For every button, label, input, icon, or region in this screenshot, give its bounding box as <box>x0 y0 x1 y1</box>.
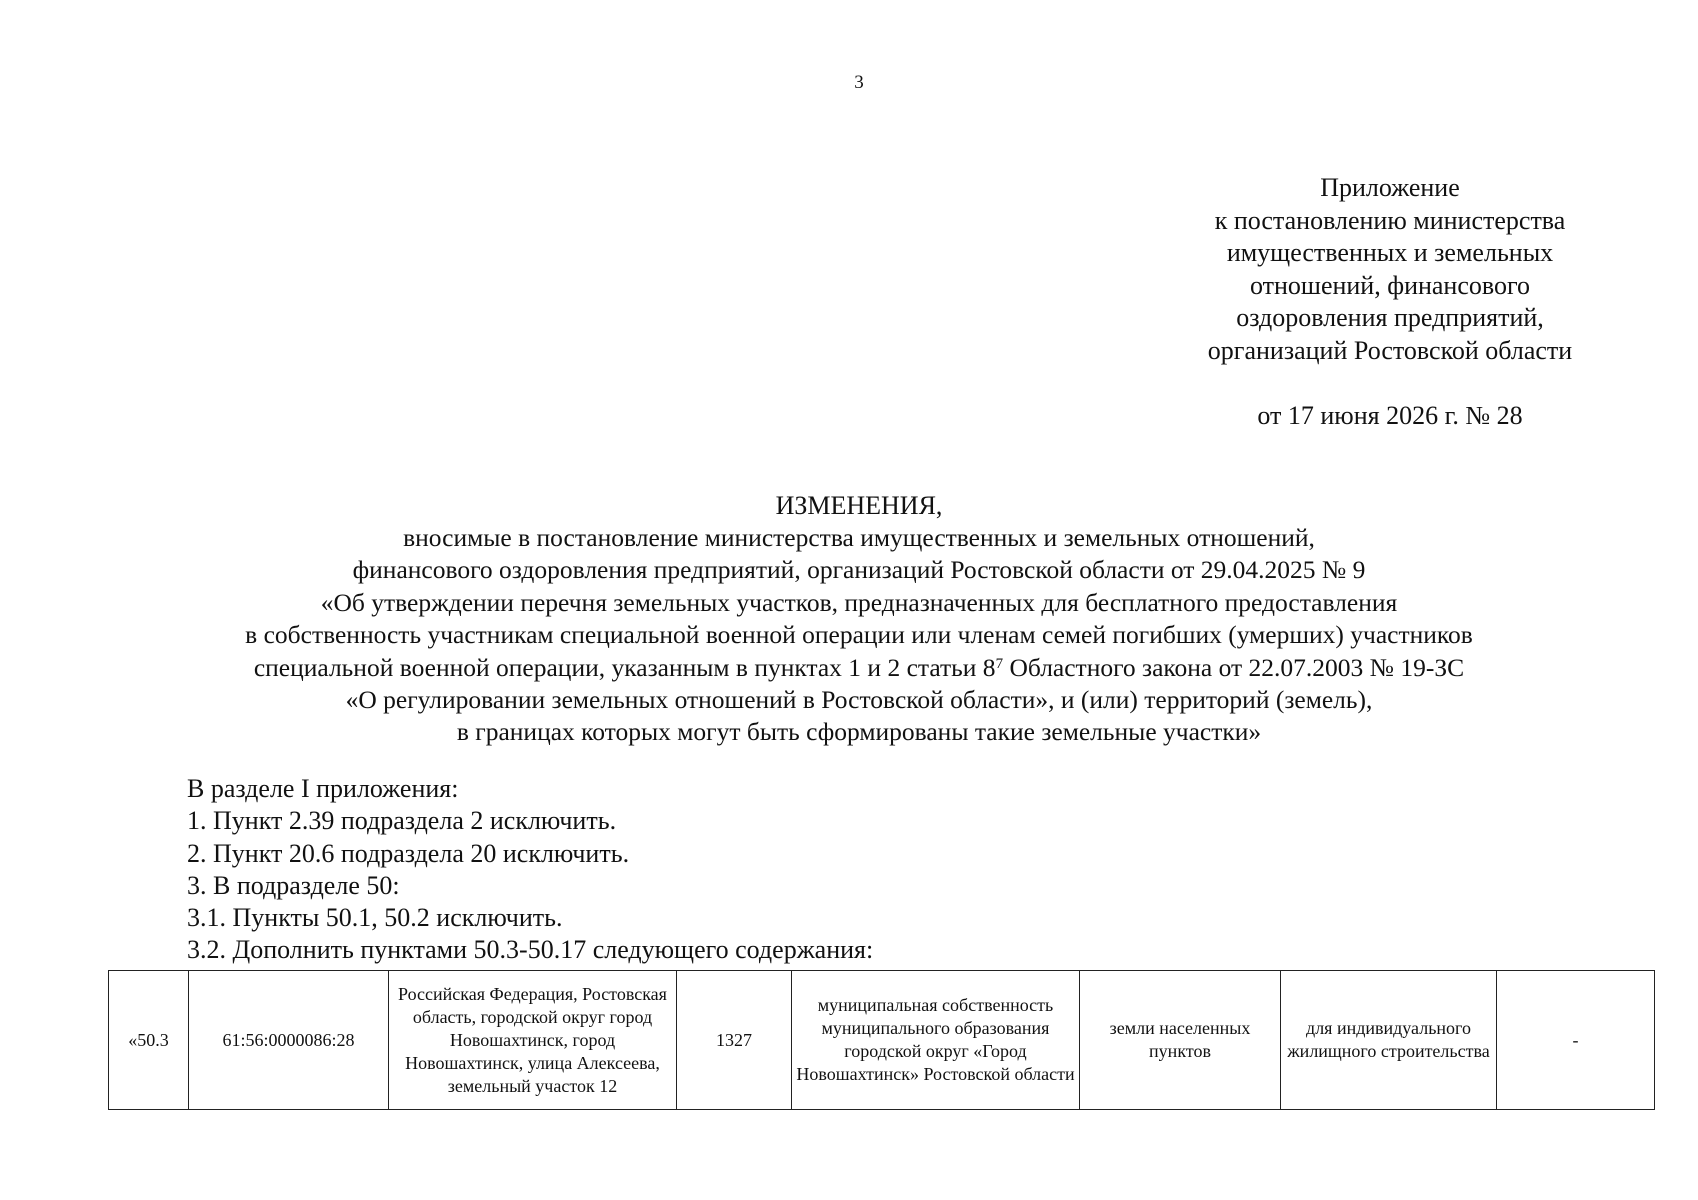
subtitle-line: в собственность участникам специальной военной операции или членам семей погибших (умерших) участников <box>245 620 1473 650</box>
body-line: 3.1. Пункты 50.1, 50.2 исключить. <box>187 903 563 933</box>
subtitle-line: «Об утверждении перечня земельных участков, предназначенных для бесплатного предоставления <box>320 587 1398 617</box>
appendix-line: отношений, финансового <box>1249 270 1531 300</box>
body-line: 3.2. Дополнить пунктами 50.3-50.17 следующего содержания: <box>187 935 874 965</box>
appendix-line: оздоровления предприятий, <box>1236 303 1544 332</box>
subtitle-line: вносимые в постановление министерства имущественных и земельных отношений, <box>403 523 1315 552</box>
appendix-date: от 17 июня 2026 г. № 28 <box>1257 401 1523 430</box>
land-plots-table <box>108 970 1655 1110</box>
document-subtitle <box>100 522 1618 749</box>
cell-address: Российская Федерация, Ростовская область, городской округ город Новошахтинск, город Новошахтинск, улица Алексеева, земельный участок 12 <box>389 971 677 1110</box>
cell-area: 1327 <box>677 971 792 1110</box>
appendix-line: Приложение <box>1320 173 1460 202</box>
cell-cadastral-number: 61:56:0000086:28 <box>189 971 389 1110</box>
subtitle-text: Областного закона от 22.07.2003 № 19-ЗС <box>1003 652 1465 682</box>
subtitle-line: финансового оздоровления предприятий, организаций Ростовской области от 29.04.2025 № 9 <box>352 555 1366 585</box>
superscript: 7 <box>995 655 1004 672</box>
body-line: 3. В подразделе 50: <box>187 870 400 900</box>
appendix-header <box>1180 172 1600 367</box>
appendix-line: организаций Ростовской области <box>1207 335 1573 365</box>
subtitle-line: в границах которых могут быть сформированы такие земельные участки» <box>456 717 1262 747</box>
body-line: 2. Пункт 20.6 подраздела 20 исключить. <box>187 838 630 868</box>
cell-number: «50.3 <box>109 971 189 1110</box>
table-row <box>109 971 1655 1110</box>
document-title: ИЗМЕНЕНИЯ, <box>775 491 943 520</box>
subtitle-line: «О регулировании земельных отношений в Ростовской области», и (или) территорий (земель), <box>345 685 1373 715</box>
body-text <box>187 773 1587 967</box>
cell-note: - <box>1497 971 1655 1110</box>
cell-land-category: земли населенных пунктов <box>1080 971 1281 1110</box>
appendix-line: к постановлению министерства <box>1214 205 1566 235</box>
page-number: 3 <box>854 72 864 93</box>
cell-ownership: муниципальная собственность муниципального образования городской округ «Город Новошахтинск» Ростовской области <box>792 971 1080 1110</box>
body-line: 1. Пункт 2.39 подраздела 2 исключить. <box>187 806 617 836</box>
cell-permitted-use: для индивидуального жилищного строительства <box>1281 971 1497 1110</box>
subtitle-text: специальной военной операции, указанным в пунктах 1 и 2 статьи 8 <box>253 652 996 682</box>
subtitle-line-with-superscript <box>100 652 1618 684</box>
appendix-line: имущественных и земельных <box>1226 238 1554 267</box>
body-line: В разделе I приложения: <box>187 774 459 803</box>
